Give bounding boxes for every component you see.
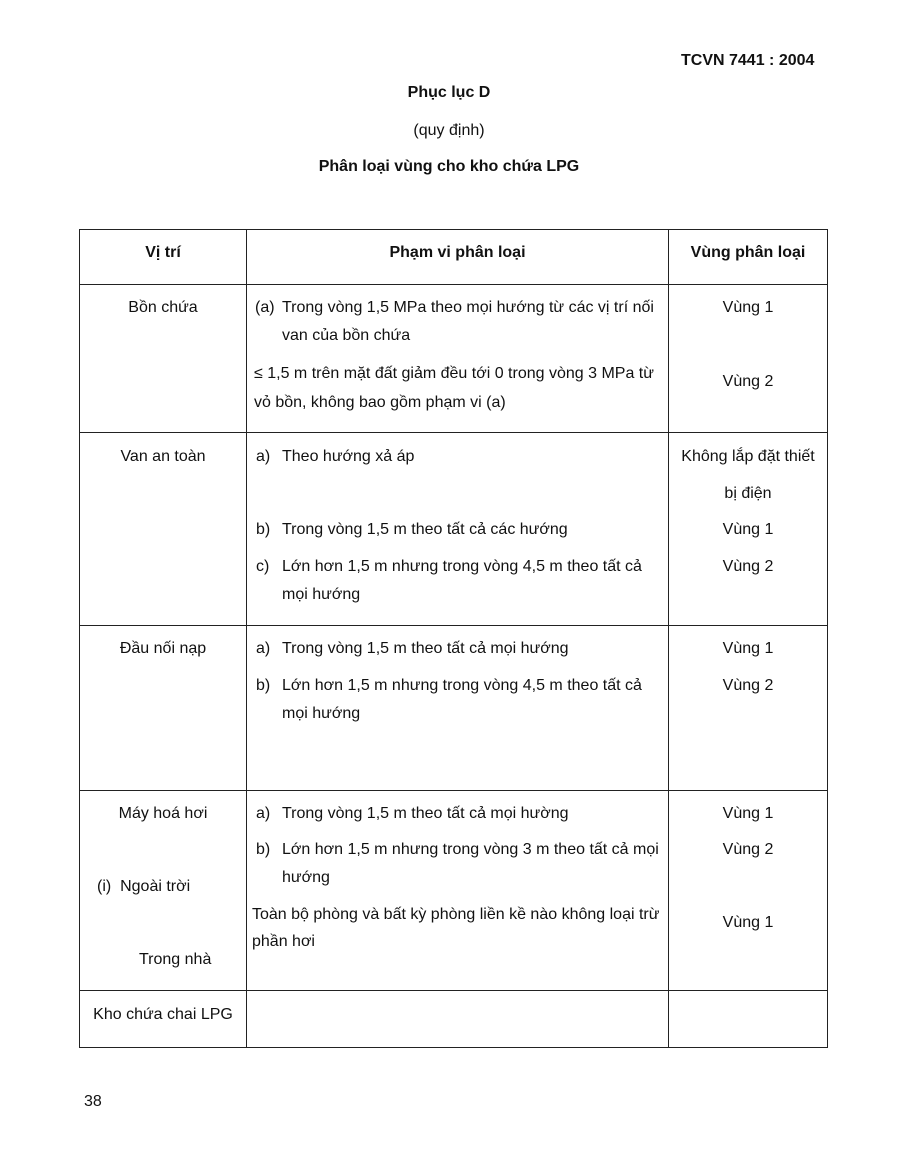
zone-value: Vùng 2: [722, 677, 774, 694]
scope-line: Lớn hơn 1,5 m nhưng trong vòng 4,5 m theo tất cả: [282, 677, 642, 694]
scope-line: vỏ bồn, không bao gồm phạm vi (a): [254, 394, 506, 411]
header-scope: Phạm vi phân loại: [389, 244, 526, 261]
list-marker: (a): [255, 299, 275, 316]
scope-line: Theo hướng xả áp: [282, 448, 415, 465]
page-title: Phân loại vùng cho kho chứa LPG: [318, 158, 580, 175]
header-location: Vị trí: [145, 244, 181, 261]
zone-value: Vùng 1: [722, 299, 774, 316]
scope-line: phần hơi: [252, 933, 315, 950]
table-row-location: Kho chứa chai LPG: [93, 1006, 233, 1023]
zone-value: Vùng 2: [722, 841, 774, 858]
zone-value: Vùng 1: [722, 521, 774, 538]
scope-line: Trong vòng 1,5 m theo tất cả mọi hướng: [282, 640, 569, 657]
list-marker: c): [256, 558, 270, 575]
scope-line: hướng: [282, 869, 330, 886]
zone-value: Vùng 1: [722, 805, 774, 822]
scope-line: Trong vòng 1,5 MPa theo mọi hướng từ các vị trí nối: [282, 299, 654, 316]
list-marker: a): [256, 448, 271, 465]
header-zone: Vùng phân loại: [690, 244, 806, 261]
zone-value: Vùng 2: [722, 558, 774, 575]
scope-line: Trong vòng 1,5 m theo tất cả mọi hường: [282, 805, 569, 822]
list-marker: a): [256, 805, 271, 822]
scope-line: mọi hướng: [282, 586, 361, 603]
scope-line: Lớn hơn 1,5 m nhưng trong vòng 4,5 m theo tất cả: [282, 558, 642, 575]
zone-value: Không lắp đặt thiết: [681, 448, 815, 465]
zone-value: Vùng 2: [722, 373, 774, 390]
table-row-location: Máy hoá hơi: [118, 805, 208, 822]
scope-line: Lớn hơn 1,5 m nhưng trong vòng 3 m theo tất cả mọi: [282, 841, 659, 858]
appendix-title: Phục lục D: [407, 84, 491, 101]
zone-value: bị điện: [724, 485, 772, 502]
list-marker: b): [256, 521, 271, 538]
sublocation-outdoor: (i) Ngoài trời: [97, 878, 191, 895]
table-row-location: Van an toàn: [120, 448, 206, 465]
list-marker: b): [256, 841, 271, 858]
scope-line: van của bồn chứa: [282, 327, 411, 344]
list-marker: b): [256, 677, 271, 694]
sublocation-indoor: Trong nhà: [139, 951, 212, 968]
scope-line: ≤ 1,5 m trên mặt đất giảm đều tới 0 trong vòng 3 MPa từ: [254, 365, 654, 382]
zone-value: Vùng 1: [722, 914, 774, 931]
standard-code: TCVN 7441 : 2004: [681, 52, 815, 69]
appendix-note: (quy định): [413, 122, 485, 139]
page-number: 38: [84, 1093, 102, 1110]
scope-line: Trong vòng 1,5 m theo tất cả các hướng: [282, 521, 568, 538]
scope-line: mọi hướng: [282, 705, 361, 722]
list-marker: a): [256, 640, 271, 657]
scope-line: Toàn bộ phòng và bất kỳ phòng liền kề nào không loại trừ: [252, 906, 660, 923]
zone-value: Vùng 1: [722, 640, 774, 657]
table-row-location: Bồn chứa: [128, 299, 198, 316]
table-row-location: Đầu nối nạp: [119, 640, 207, 657]
